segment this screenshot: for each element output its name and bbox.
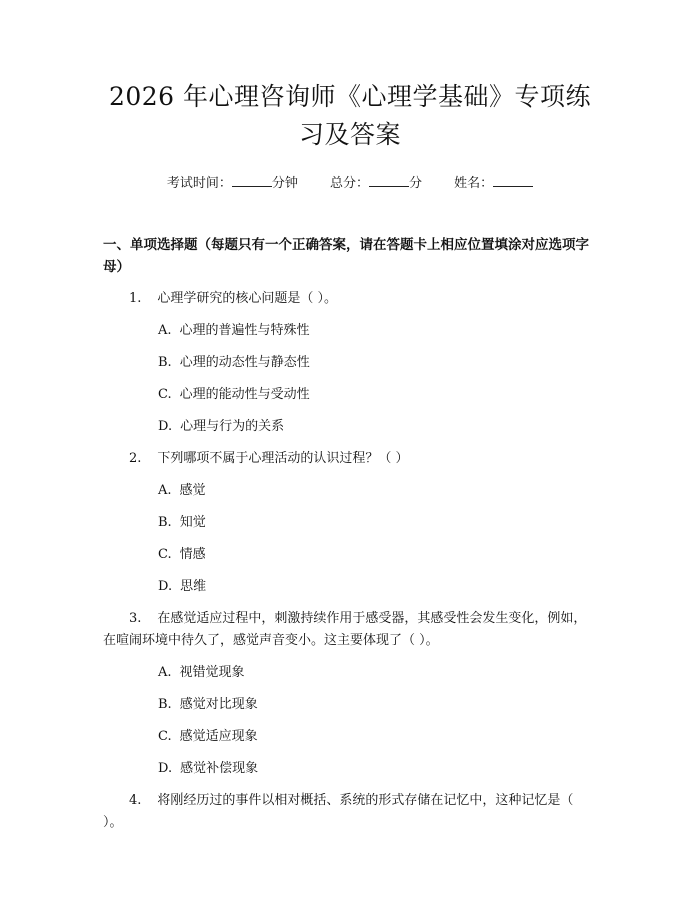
question-item <box>103 288 597 310</box>
document-title: 2026 年心理咨询师《心理学基础》专项练习及答案 <box>108 82 592 149</box>
option-text: 知觉 <box>179 515 206 530</box>
question-item <box>103 790 597 834</box>
option-item <box>103 384 597 406</box>
option-item <box>103 758 597 780</box>
option-text: 感觉对比现象 <box>179 697 258 712</box>
option-label: D. <box>158 419 173 434</box>
option-text: 视错觉现象 <box>179 665 245 680</box>
total-score-field <box>330 176 422 191</box>
name-blank <box>493 174 533 187</box>
total-score-unit: 分 <box>409 176 423 191</box>
question-text: 心理学研究的核心问题是（ ）。 <box>157 291 338 306</box>
option-item <box>103 352 597 374</box>
option-label: B. <box>158 355 172 370</box>
name-label: 姓名： <box>454 176 494 191</box>
option-item <box>103 320 597 342</box>
option-label: B. <box>158 697 172 712</box>
option-text: 感觉补偿现象 <box>180 761 259 776</box>
option-label: C. <box>158 387 172 402</box>
exam-time-field <box>167 176 298 191</box>
option-text: 情感 <box>179 547 206 562</box>
option-text: 心理的动态性与静态性 <box>179 355 310 370</box>
option-text: 感觉 <box>179 483 206 498</box>
option-text: 思维 <box>180 579 207 594</box>
option-item <box>103 662 597 684</box>
option-item <box>103 544 597 566</box>
total-score-blank <box>369 174 409 187</box>
option-label: D. <box>158 579 173 594</box>
option-item <box>103 512 597 534</box>
option-label: A. <box>158 665 172 680</box>
option-label: A. <box>158 483 172 498</box>
total-score-label: 总分： <box>329 176 369 191</box>
question-number: 4. <box>129 793 142 808</box>
option-text: 感觉适应现象 <box>179 729 258 744</box>
question-number: 1. <box>129 291 142 306</box>
option-label: A. <box>158 323 172 338</box>
option-item <box>103 480 597 502</box>
exam-time-label: 考试时间： <box>166 176 232 191</box>
option-label: B. <box>158 515 172 530</box>
question-number: 2. <box>129 451 142 466</box>
question-number: 3. <box>129 611 142 626</box>
question-text: 下列哪项不属于心理活动的认识过程？（ ） <box>157 451 409 466</box>
option-label: C. <box>158 547 172 562</box>
question-item <box>103 608 597 652</box>
exam-time-unit: 分钟 <box>271 176 298 191</box>
option-text: 心理的能动性与受动性 <box>179 387 310 402</box>
question-item <box>103 448 597 470</box>
exam-meta <box>103 174 597 194</box>
option-item <box>103 416 597 438</box>
exam-time-blank <box>232 174 272 187</box>
option-label: C. <box>158 729 172 744</box>
name-field <box>454 176 533 191</box>
option-item <box>103 726 597 748</box>
question-text: 在感觉适应过程中，刺激持续作用于感受器，其感受性会发生变化，例如，在喧闹环境中待久了，感觉声音变小。这主要体现了（ ）。 <box>103 611 587 648</box>
section-heading: 一、单项选择题（每题只有一个正确答案，请在答题卡上相应位置填涂对应选项字母） <box>103 237 589 275</box>
option-text: 心理与行为的关系 <box>180 419 285 434</box>
question-text: 将刚经历过的事件以相对概括、系统的形式存储在记忆中，这种记忆是（ ）。 <box>103 793 574 830</box>
option-label: D. <box>158 761 173 776</box>
option-item <box>103 576 597 598</box>
option-text: 心理的普遍性与特殊性 <box>179 323 310 338</box>
option-item <box>103 694 597 716</box>
